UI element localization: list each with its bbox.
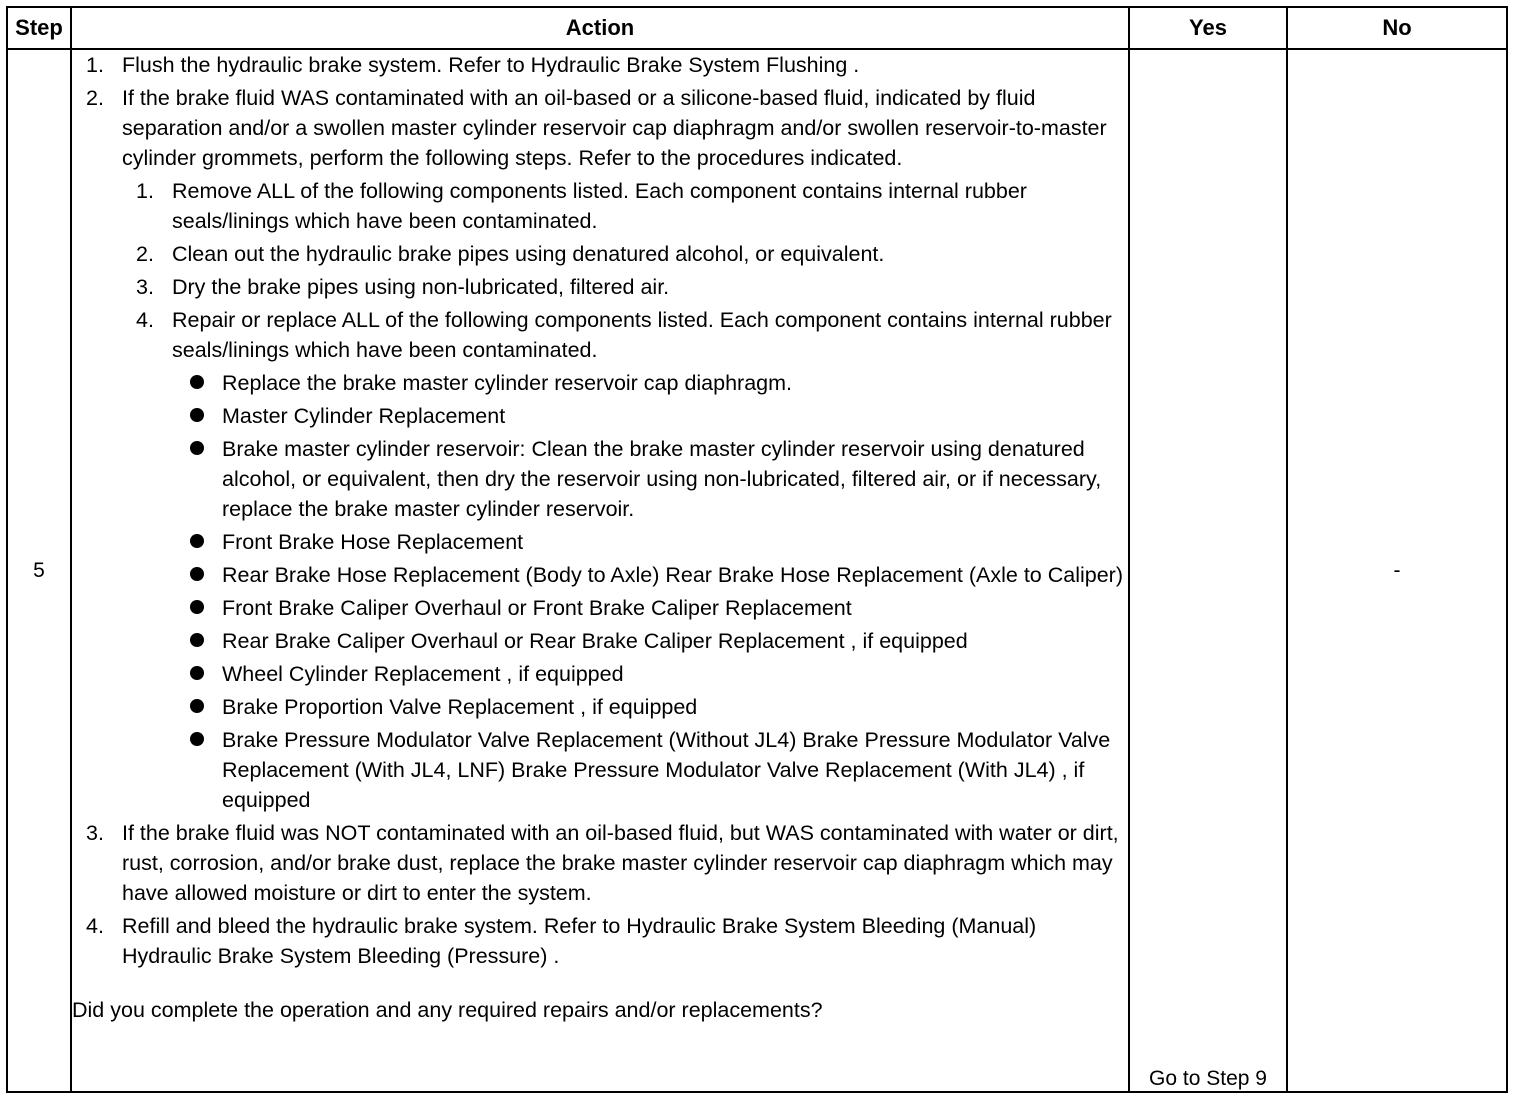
bullet-icon (190, 699, 204, 713)
bullet-icon (190, 666, 204, 680)
header-yes: Yes (1129, 7, 1287, 49)
item-text: Dry the brake pipes using non-lubricated, filtered air. (172, 275, 670, 299)
item-number: 1. (136, 179, 154, 203)
bullet-text: Rear Brake Caliper Overhaul or Rear Brake Caliper Replacement , if equipped (222, 629, 968, 653)
sub-list-item (72, 176, 1128, 236)
item-text: Remove ALL of the following components listed. Each component contains internal rubber seals/linings which have been contaminated. (172, 179, 1027, 233)
bullet-item (72, 692, 1128, 722)
item-text: Flush the hydraulic brake system. Refer to Hydraulic Brake System Flushing . (122, 53, 860, 77)
bullet-item (72, 434, 1128, 524)
bullet-item (72, 368, 1128, 398)
item-number: 2. (86, 86, 104, 110)
bullet-text: Front Brake Caliper Overhaul or Front Brake Caliper Replacement (222, 596, 852, 620)
completion-question: Did you complete the operation and any required repairs and/or replacements? (72, 998, 823, 1022)
item-number: 4. (136, 308, 154, 332)
bullet-item (72, 401, 1128, 431)
step-number: 5 (7, 49, 71, 1092)
bullet-icon (190, 600, 204, 614)
bullet-item (72, 593, 1128, 623)
bullet-icon (190, 375, 204, 389)
item-text: Refill and bleed the hydraulic brake system. Refer to Hydraulic Brake System Bleeding (Manual) Hydraulic Brake System Bleeding (Pressure) . (122, 914, 1037, 968)
item-number: 1. (86, 53, 104, 77)
step-row (7, 49, 1507, 1092)
item-text: If the brake fluid was NOT contaminated with an oil-based fluid, but WAS contaminated with water or dirt, rust, corrosion, and/or brake dust, replace the brake master cylinder reservoir cap diaphragm which may have allowed moisture or dirt to enter the system. (122, 821, 1119, 905)
item-number: 3. (86, 821, 104, 845)
item-number: 2. (136, 242, 154, 266)
list-item (72, 911, 1128, 971)
item-text: Clean out the hydraulic brake pipes using denatured alcohol, or equivalent. (172, 242, 885, 266)
bullet-icon (190, 732, 204, 746)
header-action: Action (71, 7, 1129, 49)
bullet-item (72, 725, 1128, 815)
bullet-text: Wheel Cylinder Replacement , if equipped (222, 662, 624, 686)
procedure-table (6, 6, 1508, 1093)
bullet-icon (190, 567, 204, 581)
no-result: - (1287, 49, 1507, 1092)
bullet-icon (190, 633, 204, 647)
header-no: No (1287, 7, 1507, 49)
sub-list-item (72, 272, 1128, 302)
bullet-icon (190, 534, 204, 548)
item-text: If the brake fluid WAS contaminated with an oil-based or a silicone-based fluid, indicated by fluid separation and/or a swollen master cylinder reservoir cap diaphragm and/or swollen reservoir-to-master cylinder grommets, perform the following steps. Refer to the procedures indicated. (122, 86, 1107, 170)
list-item (72, 83, 1128, 173)
bullet-item (72, 659, 1128, 689)
bullet-icon (190, 408, 204, 422)
bullet-text: Brake master cylinder reservoir: Clean the brake master cylinder reservoir using denatured alcohol, or equivalent, then dry the reservoir using non-lubricated, filtered air, or if necessary, replace the brake master cylinder reservoir. (222, 437, 1102, 521)
bullet-icon (190, 441, 204, 455)
bullet-item (72, 560, 1128, 590)
bullet-text: Front Brake Hose Replacement (222, 530, 524, 554)
bullet-text: Brake Pressure Modulator Valve Replacement (Without JL4) Brake Pressure Modulator Valve Replacement (With JL4, LNF) Brake Pressure Modulator Valve Replacement (With JL4) , if equipped (222, 728, 1111, 812)
list-item (72, 50, 1128, 80)
bullet-text: Rear Brake Hose Replacement (Body to Axle) Rear Brake Hose Replacement (Axle to Caliper) (222, 563, 1124, 587)
bullet-text: Master Cylinder Replacement (222, 404, 506, 428)
header-row (7, 7, 1507, 49)
action-cell (71, 49, 1129, 1092)
item-number: 3. (136, 275, 154, 299)
bullet-item (72, 626, 1128, 656)
sub-list-item (72, 239, 1128, 269)
yes-result: Go to Step 9 (1129, 49, 1287, 1092)
bullet-text: Brake Proportion Valve Replacement , if equipped (222, 695, 698, 719)
bullet-text: Replace the brake master cylinder reservoir cap diaphragm. (222, 371, 793, 395)
list-item (72, 818, 1128, 908)
header-step: Step (7, 7, 71, 49)
sub-list-item (72, 305, 1128, 365)
item-number: 4. (86, 914, 104, 938)
item-text: Repair or replace ALL of the following components listed. Each component contains internal rubber seals/linings which have been contaminated. (172, 308, 1112, 362)
bullet-item (72, 527, 1128, 557)
